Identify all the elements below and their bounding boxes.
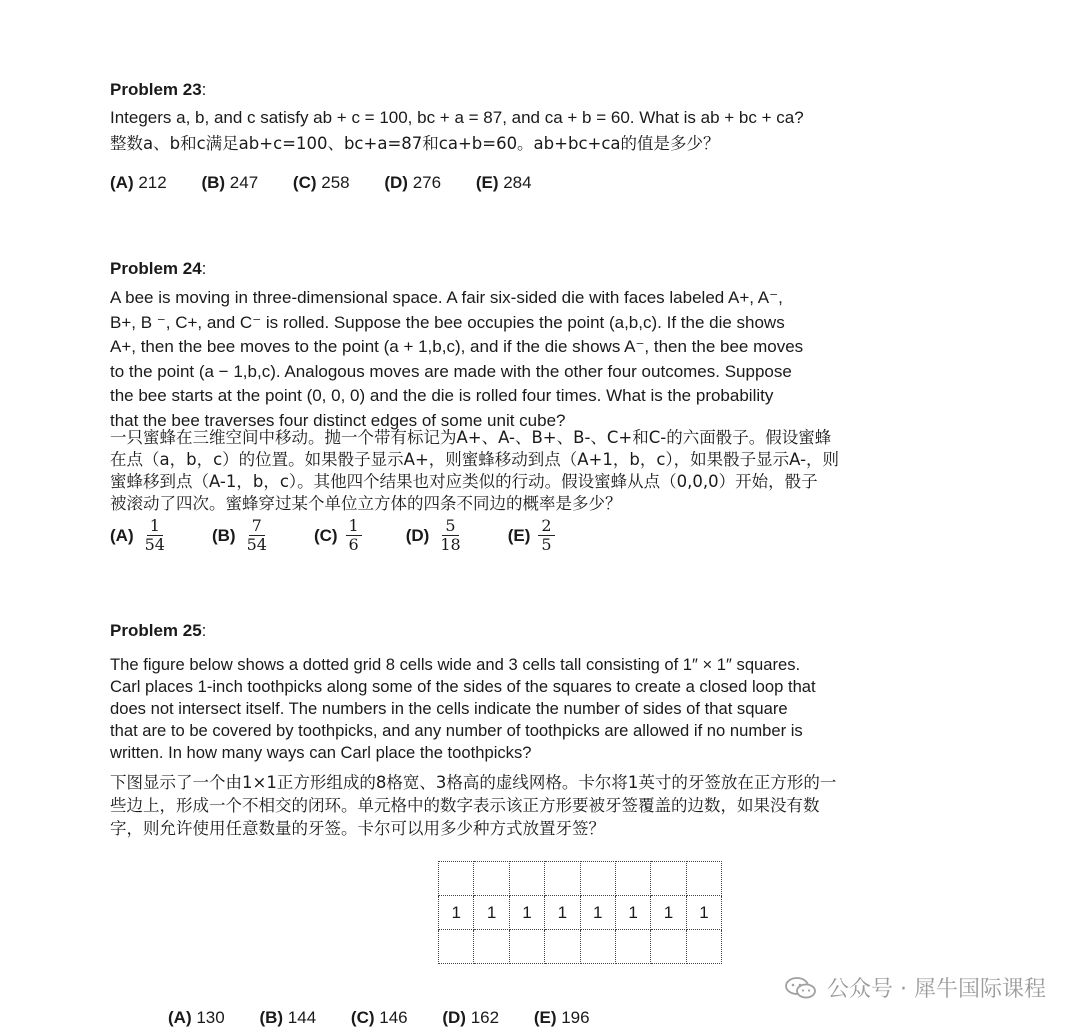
problem-23-title-text: Problem 23 [110,80,202,99]
problem-24-zh-line: 蜜蜂移到点（A-1，b，c）。其他四个结果也对应类似的行动。假设蜜蜂从点（0,0,0）开始，骰子 [110,472,818,491]
fraction: $\frac{1}{54}$ [144,516,165,554]
problem-25-title-text: Problem 25 [110,621,202,640]
problem-25-en-line: Carl places 1-inch toothpicks along some of the sides of the squares to create a closed loop that [110,677,816,696]
grid-row [439,862,722,896]
grid-row [439,896,722,930]
problem-24-title [110,259,206,279]
problem-25-choices [168,1008,620,1028]
grid-cell [615,930,650,964]
problem-23-colon: : [201,80,207,99]
fraction: $\frac{5}{18}$ [440,516,461,554]
grid-cell [545,930,580,964]
problem-25-en-line: The figure below shows a dotted grid 8 cells wide and 3 cells tall consisting of 1″ × 1″ squares. [110,655,801,674]
watermark [785,972,1046,1003]
watermark-text: 公众号 · 犀牛国际课程 [827,977,1046,1002]
choice-c: (C) 258 [292,173,350,192]
grid-cell: 1 [686,896,721,930]
dotted-grid [438,861,722,964]
grid-cell [509,930,544,964]
choice-c: (C) $\frac{1}{6}$ [314,517,362,554]
grid-cell: 1 [580,896,615,930]
grid-cell [545,862,580,896]
grid-cell [439,862,474,896]
grid-cell [580,862,615,896]
choice-c: (C) 146 [350,1008,408,1027]
grid-cell [651,930,686,964]
choice-d: (D) 162 [442,1008,500,1027]
grid-cell [509,862,544,896]
grid-cell: 1 [474,896,509,930]
choice-a: (A) 130 [168,1008,225,1027]
problem-24-text-zh [110,427,839,515]
problem-25-colon: : [201,621,207,640]
problem-24-en-line: that the bee traverses four distinct edges of some unit cube? [110,410,566,430]
problem-24-en-line: B+, B ⁻, C+, and C⁻ is rolled. Suppose the bee occupies the point (a,b,c). If the die shows [110,312,785,332]
fraction: $\frac{1}{6}$ [346,517,362,554]
problem-25-en-line: written. In how many ways can Carl place the toothpicks? [110,743,532,762]
choice-d: (D) $\frac{5}{18}$ [406,517,464,554]
grid-cell [686,862,721,896]
choice-b: (B) 144 [259,1008,317,1027]
choice-b: (B) $\frac{7}{54}$ [212,517,270,554]
problem-25-en-line: that are to be covered by toothpicks, and any number of toothpicks are allowed if no number is [110,721,803,740]
grid-cell [474,930,509,964]
grid-row [439,930,722,964]
choice-a: (A) $\frac{1}{54}$ [110,517,168,554]
problem-24-choices [110,517,599,554]
grid-cell: 1 [615,896,650,930]
grid-cell [580,930,615,964]
problem-25-title [110,621,206,641]
problem-25-zh-line: 字，则允许使用任意数量的牙签。卡尔可以用多少种方式放置牙签？ [110,819,605,838]
grid-cell: 1 [545,896,580,930]
choice-e: (E) $\frac{2}{5}$ [508,517,555,554]
choice-e: (E) 196 [533,1008,590,1027]
grid-cell: 1 [509,896,544,930]
problem-25-text-en [110,654,816,764]
fraction: $\frac{2}{5}$ [538,517,554,554]
grid-cell [615,862,650,896]
choice-b: (B) 247 [201,173,259,192]
problem-25-text-zh [110,771,836,840]
problem-24-en-line: A+, then the bee moves to the point (a + 1,b,c), and if the die shows A⁻, then the bee moves [110,337,804,357]
grid-cell [651,862,686,896]
problem-24-en-line: the bee starts at the point (0, 0, 0) and the die is rolled four times. What is the probability [110,386,774,406]
problem-25-zh-line: 下图显示了一个由1×1正方形组成的8格宽、3格高的虚线网格。卡尔将1英寸的牙签放在正方形的一 [110,773,837,792]
problem-23-choices [110,173,562,193]
problem-23-text-zh: 整数a、b和c满足ab+c=100、bc+a=87和ca+b=60。ab+bc+ca的值是多少？ [110,134,720,153]
grid-cell [474,862,509,896]
problem-24-text-en [110,287,803,432]
choice-d: (D) 276 [384,173,442,192]
problem-25-en-line: does not intersect itself. The numbers in the cells indicate the number of sides of that square [110,699,788,718]
problem-24-en-line: A bee is moving in three-dimensional space. A fair six-sided die with faces labeled A+, A⁻, [110,288,783,307]
problem-24-en-line: to the point (a − 1,b,c). Analogous moves are made with the other four outcomes. Suppose [110,361,792,381]
choice-e: (E) 284 [475,173,532,192]
grid-cell [439,930,474,964]
problem-23-text-en: Integers a, b, and c satisfy ab + c = 100, bc + a = 87, and ca + b = 60. What is ab + bc + ca? [110,108,804,127]
fraction: $\frac{7}{54}$ [246,516,267,554]
problem-25-zh-line: 些边上，形成一个不相交的闭环。单元格中的数字表示该正方形要被牙签覆盖的边数，如果没有数 [110,796,820,815]
grid-cell [686,930,721,964]
problem-24-title-text: Problem 24 [110,259,202,278]
grid-cell: 1 [439,896,474,930]
problem-24-zh-line: 一只蜜蜂在三维空间中移动。抛一个带有标记为A+、A-、B+、B-、C+和C-的六面骰子。假设蜜蜂 [110,428,832,447]
grid-cell: 1 [651,896,686,930]
problem-24-zh-line: 被滚动了四次。蜜蜂穿过某个单位立方体的四条不同边的概率是多少？ [110,494,622,513]
problem-24-zh-line: 在点（a，b，c）的位置。如果骰子显示A+，则蜜蜂移动到点（A+1，b，c），如果骰子显示A-，则 [110,450,840,469]
wechat-icon [785,977,817,999]
problem-24-colon: : [201,259,207,278]
problem-23-title [110,80,206,100]
choice-a: (A) 212 [110,173,167,192]
